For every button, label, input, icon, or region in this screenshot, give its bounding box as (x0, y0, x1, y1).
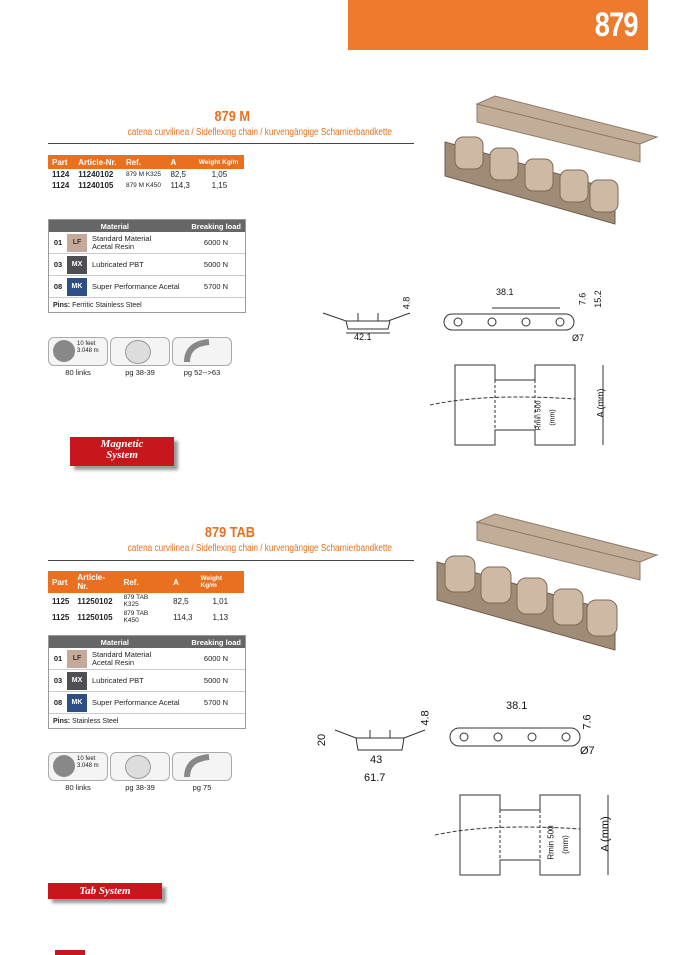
breaking-load-header: Breaking load (191, 637, 241, 647)
cell: 114,3 (173, 612, 193, 622)
dim-a-m: A (mm) (595, 388, 606, 418)
material-row (49, 232, 245, 254)
cell: 1125 (52, 612, 70, 622)
dim-width-m: 42.1 (354, 332, 372, 342)
pins-value: Stainless Steel (72, 717, 119, 725)
breaking-load-header: Breaking load (191, 221, 241, 231)
badge-line: Tab System (79, 885, 131, 897)
material-row (49, 692, 245, 714)
material-header (49, 636, 245, 648)
feet-text: 10 feet (77, 341, 96, 347)
pins-note (49, 714, 245, 728)
table-row (48, 593, 244, 609)
cell: 11240102 (78, 170, 114, 179)
links-caption: 80 links (65, 368, 91, 377)
article-table-tab (48, 571, 244, 625)
material-desc: Super Performance Acetal (92, 697, 180, 707)
box-length-info (48, 752, 108, 792)
curve-page-caption: pg 52-->63 (183, 368, 221, 377)
material-desc: Lubricated PBT (92, 259, 144, 269)
pins-label: Pins: (53, 717, 71, 725)
material-header (49, 220, 245, 232)
material-code-badge: MK (67, 278, 87, 296)
curve-page-caption: pg 75 (192, 783, 212, 792)
material-desc-line: Acetal Resin (92, 657, 135, 667)
material-code-badge: LF (67, 650, 87, 668)
curve-ref[interactable] (172, 752, 232, 792)
sprocket-ref[interactable] (110, 752, 170, 792)
section-m-subtitle: catena curvilinea / Sideflexing chain / kurvengängige Scharnierbandkette (127, 127, 392, 138)
feet-text: 10 feet (77, 756, 96, 762)
dim-pin-diameter-tab: Ø7 (580, 745, 595, 757)
sprocket-icon (125, 340, 151, 364)
material-num: 01 (53, 654, 63, 663)
section-m-rule (48, 143, 414, 144)
curve-icon (173, 338, 231, 365)
material-load: 6000 N (203, 654, 229, 663)
cell: 1124 (52, 170, 70, 179)
cell: 1124 (52, 181, 70, 190)
dim-thickness-tab: 4.8 (419, 710, 432, 726)
col-part: Part (48, 155, 74, 169)
col-part: Part (48, 571, 73, 593)
material-header-label: Material (100, 221, 129, 231)
material-num: 08 (53, 282, 63, 291)
material-row (49, 648, 245, 670)
pins-note (49, 298, 245, 312)
section-tab-title: 879 TAB (204, 524, 255, 541)
cell: 879 M K450 (125, 182, 162, 189)
material-num: 01 (53, 238, 63, 247)
dim-inner-width-tab: 43 (370, 754, 383, 766)
box-length-info (48, 337, 108, 377)
material-num: 03 (53, 260, 63, 269)
col-article: Article-Nr. (74, 155, 122, 169)
sprocket-page-caption: pg 38-39 (125, 368, 155, 377)
dim-tab-height: 20 (316, 733, 329, 747)
dim-thickness-m: 4.8 (401, 296, 412, 310)
material-desc-line: Standard Material (92, 649, 152, 659)
material-load: 5000 N (203, 676, 229, 685)
material-desc-line: Acetal Resin (92, 241, 135, 251)
col-a: A (169, 571, 196, 593)
material-desc: Super Performance Acetal (92, 281, 180, 291)
section-m-title: 879 M (214, 108, 250, 125)
page-number: 879 (595, 6, 638, 44)
col-a: A (166, 155, 194, 169)
dim-rmin-unit-tab: (mm) (560, 835, 570, 854)
col-ref: Ref. (122, 155, 166, 169)
cell: 879 TAB K325 (123, 594, 149, 608)
dim-rmin-tab: Rmin 500 (546, 825, 556, 860)
cell: 1,15 (211, 181, 228, 190)
pins-label: Pins: (53, 301, 71, 309)
dim-pin-diameter-m: Ø7 (572, 333, 585, 343)
magnetic-system-badge (70, 437, 174, 466)
article-table-m (48, 155, 244, 191)
material-table-tab (48, 635, 246, 729)
cell: 879 TAB K450 (123, 610, 149, 624)
material-load: 6000 N (203, 238, 229, 247)
table-row (48, 169, 244, 180)
cell: 1,13 (212, 612, 229, 622)
material-code-badge: MX (67, 256, 87, 274)
cell: 1,01 (212, 596, 229, 606)
pins-value: Ferritic Stainless Steel (72, 301, 142, 309)
cell: 82,5 (173, 596, 189, 606)
dim-width-tab: 61.7 (364, 772, 386, 784)
cell: 11240105 (78, 181, 114, 190)
material-load: 5000 N (203, 260, 229, 269)
plan-view-tab (430, 785, 620, 885)
badge-line: System (106, 449, 138, 461)
table-row (48, 180, 244, 191)
col-weight: Weight Kg/m (195, 155, 244, 169)
coil-icon (53, 340, 75, 362)
material-desc (92, 235, 187, 251)
material-table-m (48, 219, 246, 313)
cell: 82,5 (170, 170, 187, 179)
meters-text: 3.048 m (77, 763, 99, 769)
material-code-badge: LF (67, 234, 87, 252)
top-view-m (440, 300, 580, 340)
dim-pitch-tab: 38.1 (506, 700, 528, 712)
box-length-text (77, 341, 99, 355)
cell: 11250102 (77, 596, 113, 606)
page-number-tab (348, 0, 648, 50)
dim-height-m: 7.6 (577, 292, 588, 306)
meters-text: 3.048 m (77, 348, 99, 354)
tab-system-badge (48, 883, 162, 899)
sprocket-icon (125, 755, 151, 779)
dim-total-height-m: 15.2 (592, 290, 603, 308)
links-caption: 80 links (65, 783, 91, 792)
side-view-tab (330, 718, 430, 758)
material-code-badge: MX (67, 672, 87, 690)
section-tab-rule (48, 560, 414, 561)
chain-image-tab (425, 500, 665, 670)
cell: 1125 (52, 596, 70, 606)
dim-pitch-m: 38.1 (496, 287, 514, 297)
dim-a-tab: A (mm) (599, 816, 612, 852)
col-weight: Weight Kg/m (197, 571, 245, 593)
table-row (48, 609, 244, 625)
material-desc-line: Standard Material (92, 233, 152, 243)
material-desc (92, 651, 187, 667)
material-num: 03 (53, 676, 63, 685)
badge-line: Magnetic (100, 438, 144, 450)
top-view-tab (446, 718, 586, 758)
material-row (49, 254, 245, 276)
cell: 114,3 (170, 181, 190, 190)
cell: 11250105 (77, 612, 113, 622)
cell: 1,05 (211, 170, 228, 179)
section-tab-subtitle: catena curvilinea / Sideflexing chain / kurvengängige Scharnierbandkette (127, 543, 392, 554)
dim-height-tab: 7.6 (581, 714, 594, 730)
sprocket-ref[interactable] (110, 337, 170, 377)
chain-image-m (425, 82, 665, 252)
dim-rmin-unit-m: (mm) (549, 409, 557, 426)
material-row (49, 276, 245, 298)
cell: 879 M K325 (125, 171, 162, 178)
dim-rmin-m: Rmin 500 (535, 400, 543, 431)
col-ref: Ref. (120, 571, 170, 593)
material-load: 5700 N (203, 282, 229, 291)
curve-icon (173, 753, 231, 780)
material-num: 08 (53, 698, 63, 707)
material-load: 5700 N (203, 698, 229, 707)
material-desc: Lubricated PBT (92, 675, 144, 685)
material-code-badge: MK (67, 694, 87, 712)
material-header-label: Material (100, 637, 129, 647)
col-article: Article-Nr. (73, 571, 119, 593)
footer-mark (55, 950, 85, 955)
box-length-text (77, 756, 99, 770)
coil-icon (53, 755, 75, 777)
plan-view-m (425, 355, 615, 455)
sprocket-page-caption: pg 38-39 (125, 783, 155, 792)
material-row (49, 670, 245, 692)
curve-ref[interactable] (172, 337, 232, 377)
